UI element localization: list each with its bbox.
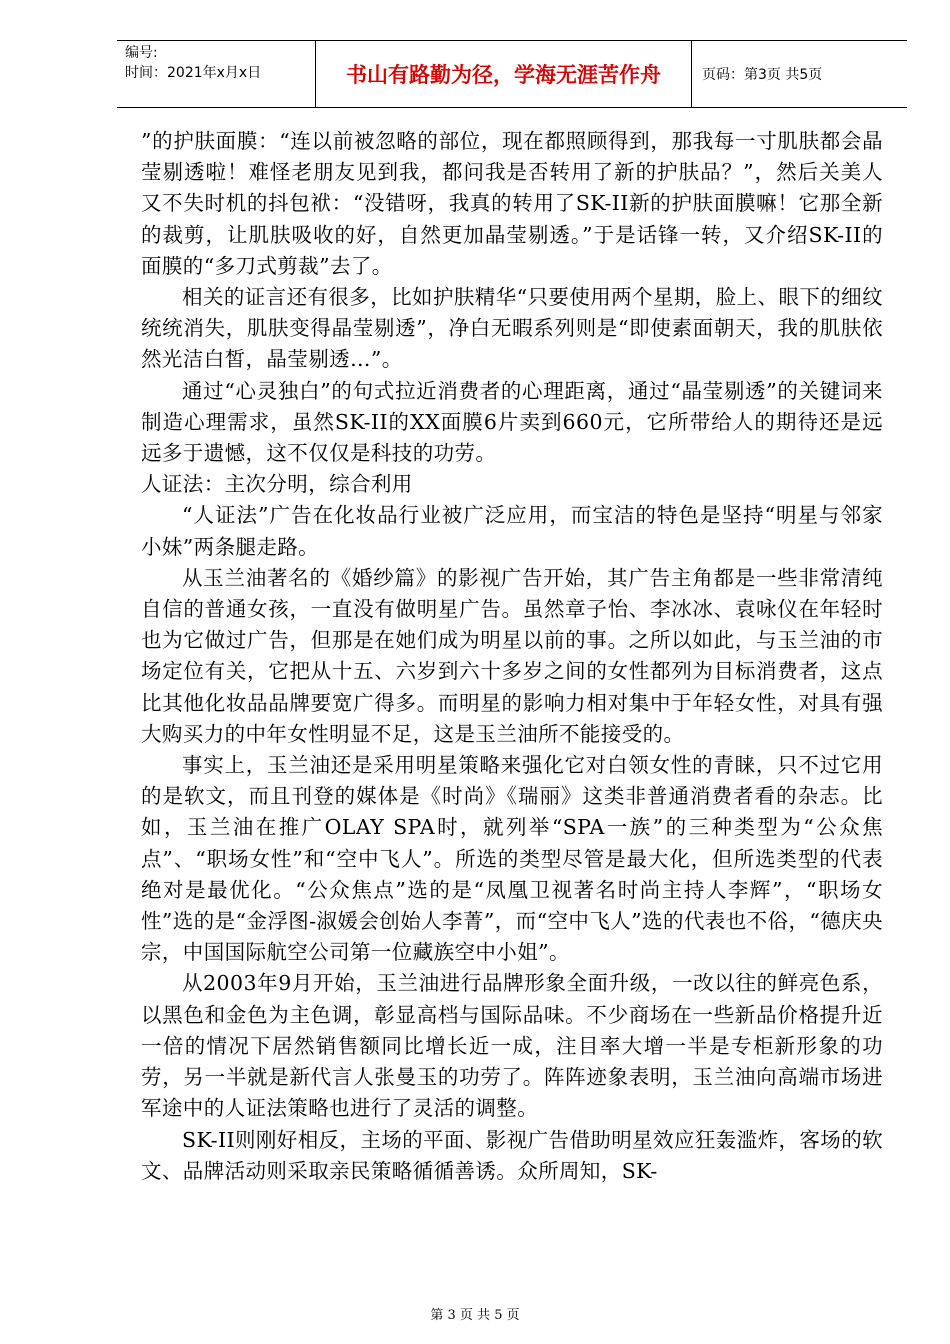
page-header — [117, 40, 907, 108]
paragraph: “人证法”广告在化妆品行业被广泛应用，而宝洁的特色是坚持“明星与邻家小妹”两条腿走路。 — [141, 503, 883, 559]
paragraph: 相关的证言还有很多，比如护肤精华“只要使用两个星期，脸上、眼下的细纹统统消失，肌肤变得晶莹剔透”，净白无暇系列则是“即使素面朝天，我的肌肤依然光洁白皙，晶莹剔透…”。 — [141, 285, 883, 372]
paragraph: 通过“心灵独白”的句式拉近消费者的心理距离，通过“晶莹剔透”的关键词来制造心理需求，虽然SK-II的XX面膜6片卖到660元，它所带给人的期待还是远远多于遗憾，这不仅仅是科技的功劳。 — [141, 378, 883, 466]
header-motto: 书山有路勤为径，学海无涯苦作舟 — [315, 41, 692, 107]
time-label: 时间：2021年x月x日 — [125, 65, 262, 81]
section-heading: 人证法：主次分明，综合利用 — [141, 472, 413, 497]
paragraph: 从2003年9月开始，玉兰油进行品牌形象全面升级，一改以往的鲜亮色系，以黑色和金色为主色调，彰显高档与国际品味。不少商场在一些新品价格提升近一倍的情况下居然销售额同比增长近一成，注目率大增一半是专柜新形象的功劳，另一半就是新代言人张曼玉的功劳了。阵阵迹象表明，玉兰油向高端市场进军途中的人证法策略也进行了灵活的调整。 — [141, 971, 883, 1121]
page-footer: 第 3 页 共 5 页 — [430, 1308, 520, 1323]
document-body — [141, 126, 883, 1187]
header-page-label: 页码：第3页 共5页 — [702, 67, 823, 83]
number-label: 编号: — [125, 45, 158, 61]
header-meta — [117, 41, 315, 107]
paragraph: SK-II则刚好相反，主场的平面、影视广告借助明星效应狂轰滥炸，客场的软文、品牌活动则采取亲民策略循循善诱。众所周知，SK- — [141, 1127, 883, 1183]
paragraph: 事实上，玉兰油还是采用明星策略来强化它对白领女性的青睐，只不过它用的是软文，而且刊登的媒体是《时尚》《瑞丽》这类非普通消费者看的杂志。比如，玉兰油在推广OLAY SPA时，就列举“SPA一族”的三种类型为“公众焦点”、“职场女性”和“空中飞人”。所选的类型尽管是最大化，但所选类型的代表绝对是最优化。“公众焦点”选的是“凤凰卫视著名时尚主持人李辉”，“职场女性”选的是“金浮图-淑媛会创始人李菁”，而“空中飞人”选的代表也不俗，“德庆央宗，中国国际航空公司第一位藏族空中小姐”。 — [141, 753, 883, 965]
paragraph: 从玉兰油著名的《婚纱篇》的影视广告开始，其广告主角都是一些非常清纯自信的普通女孩，一直没有做明星广告。虽然章子怡、李冰冰、袁咏仪在年轻时也为它做过广告，但那是在她们成为明星以前的事。之所以如此，与玉兰油的市场定位有关，它把从十五、六岁到六十多岁之间的女性都列为目标消费者，这点比其他化妆品品牌要宽广得多。而明星的影响力相对集中于年轻女性，对具有强大购买力的中年女性明显不足，这是玉兰油所不能接受的。 — [141, 565, 883, 746]
paragraph: ”的护肤面膜：“连以前被忽略的部位，现在都照顾得到，那我每一寸肌肤都会晶莹剔透啦！难怪老朋友见到我，都问我是否转用了新的护肤品？”，然后关美人又不失时机的抖包袱：“没错呀，我真的转用了SK-II新的护肤面膜嘛！它那全新的裁剪，让肌肤吸收的好，自然更加晶莹剔透。”于是话锋一转，又介绍SK-II的面膜的“多刀式剪裁”去了。 — [141, 129, 883, 278]
